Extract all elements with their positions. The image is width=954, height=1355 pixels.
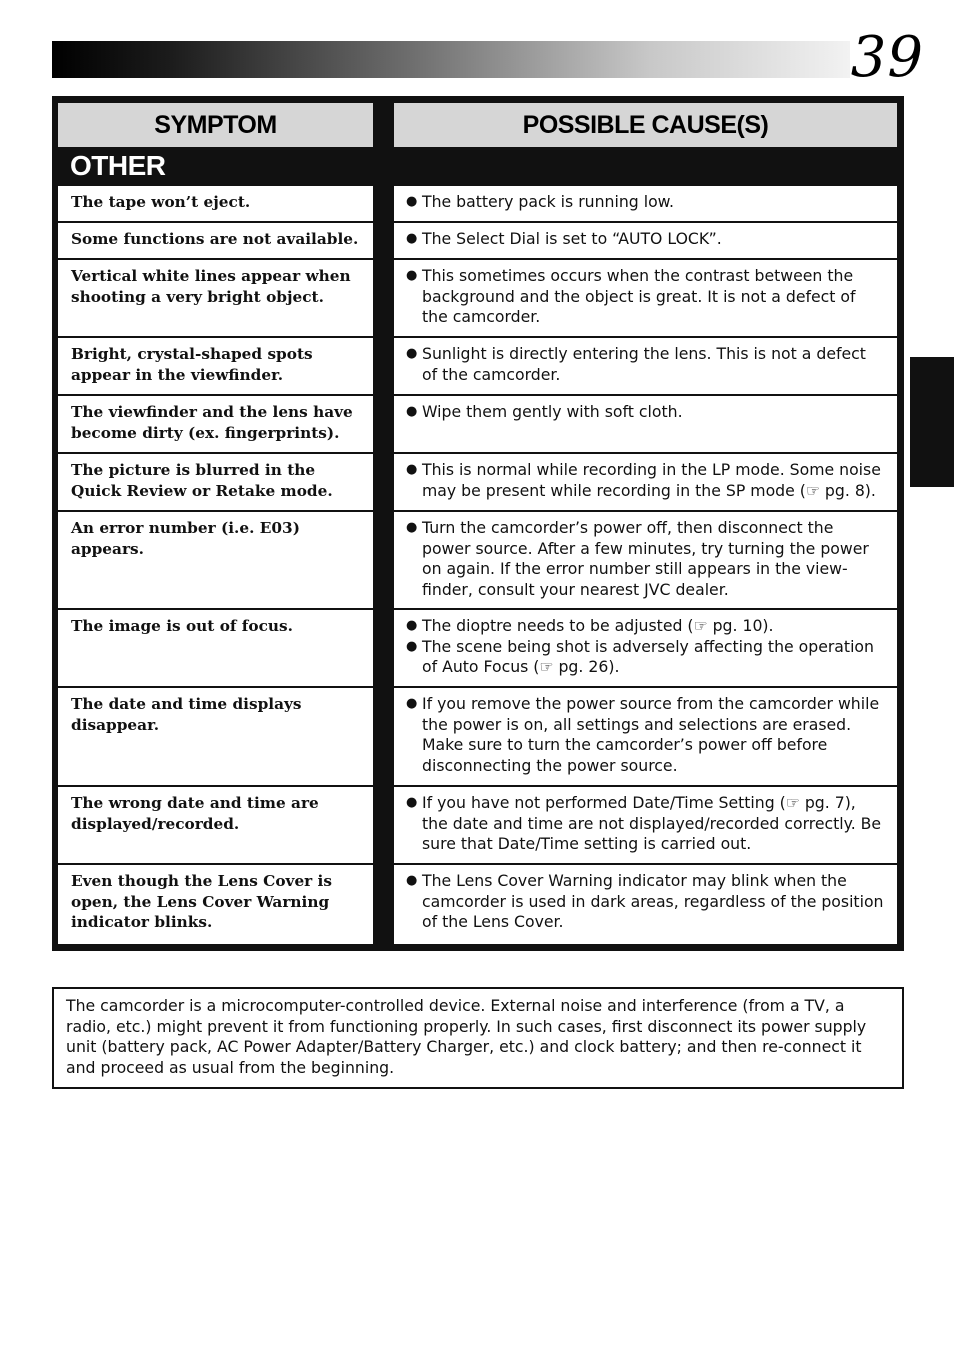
symptom-cell: An error number (i.e. E03) appears. [58, 512, 373, 608]
cause-cell: ● Turn the camcorder’s power off, then disconnect the power source. After a few minutes, try turning the power on again. If the error number still appears in the view-finder, consult your nearest JVC dealer. [394, 512, 897, 608]
section-heading: OTHER [70, 150, 166, 181]
cause-cell: ● Wipe them gently with soft cloth. [394, 396, 897, 452]
table-row [52, 454, 904, 510]
cause-text: The dioptre needs to be adjusted (☞ pg. 10). [422, 616, 774, 635]
symptom-cell: Vertical white lines appear when shooting a very bright object. [58, 260, 373, 336]
cause-text: The scene being shot is adversely affecting the operation of Auto Focus (☞ pg. 26). [422, 636, 874, 676]
symptom-cell: Bright, crystal-shaped spots appear in the viewfinder. [58, 338, 373, 394]
note-box: The camcorder is a microcomputer-controlled device. External noise and interference (from a TV, a radio, etc.) might prevent it from functioning properly. In such cases, first disconnect its power supply unit (battery pack, AC Power Adapter/Battery Charger, etc.) and clock battery; and then re-connect it and proceed as usual from the beginning. [52, 987, 904, 1089]
table-row [52, 186, 904, 221]
cause-cell: ● If you have not performed Date/Time Setting (☞ pg. 7), the date and time are not displayed/recorded correctly. Be sure that Date/Time setting is carried out. [394, 787, 897, 863]
symptom-header: SYMPTOM [58, 103, 373, 147]
table-row [52, 865, 904, 944]
symptom-cell: The tape won’t eject. [58, 186, 373, 221]
table-row [52, 396, 904, 452]
table-row [52, 338, 904, 394]
table-row [52, 610, 904, 686]
cause-cell: ● The battery pack is running low. [394, 186, 897, 221]
cause-cell: ● This sometimes occurs when the contrast between the background and the object is great. It is not a defect of the camcorder. [394, 260, 897, 336]
troubleshooting-table [52, 96, 904, 951]
table-row [52, 512, 904, 608]
symptom-cell: The wrong date and time are displayed/recorded. [58, 787, 373, 863]
cause-text: Wipe them gently with soft cloth. [422, 402, 683, 421]
cause-text: If you have not performed Date/Time Setting (☞ pg. 7), the date and time are not displayed/recorded correctly. Be sure that Date/Time setting is carried out. [422, 793, 882, 853]
cause-cell: ● The Select Dial is set to “AUTO LOCK”. [394, 223, 897, 258]
cause-cell: ● Sunlight is directly entering the lens. This is not a defect of the camcorder. [394, 338, 897, 394]
cause-text: The battery pack is running low. [422, 192, 675, 211]
section-thumb-tab [910, 357, 954, 487]
table-row [52, 260, 904, 336]
cause-cell: ● The Lens Cover Warning indicator may blink when the camcorder is used in dark areas, regardless of the position of the Lens Cover. [394, 865, 897, 944]
symptom-cell: Some functions are not available. [58, 223, 373, 258]
symptom-cell: The picture is blurred in the Quick Review or Retake mode. [58, 454, 373, 510]
table-row [52, 688, 904, 785]
symptom-cell: The image is out of focus. [58, 610, 373, 686]
cause-cell: ● This is normal while recording in the LP mode. Some noise may be present while recording in the SP mode (☞ pg. 8). [394, 454, 897, 510]
table-row [52, 223, 904, 258]
header-gradient-bar [52, 41, 850, 78]
cause-header: POSSIBLE CAUSE(S) [394, 103, 897, 147]
table-row [52, 787, 904, 863]
cause-text: This sometimes occurs when the contrast between the background and the object is great. It is not a defect of the camcorder. [422, 266, 856, 326]
cause-text: If you remove the power source from the camcorder while the power is on, all settings and selections are erased. Make sure to turn the camcorder’s power off before disconnecting the power source. [422, 694, 880, 775]
cause-text: This is normal while recording in the LP mode. Some noise may be present while recording in the SP mode (☞ pg. 8). [422, 460, 881, 500]
cause-cell: ● The dioptre needs to be adjusted (☞ pg. 10). ● The scene being shot is adversely affecting the operation of Auto Focus (☞ pg. 26). [394, 610, 897, 686]
cause-text: Turn the camcorder’s power off, then disconnect the power source. After a few minutes, try turning the power on again. If the error number still appears in the view-finder, consult your nearest JVC dealer. [422, 518, 869, 599]
cause-cell: ● If you remove the power source from the camcorder while the power is on, all settings and selections are erased. Make sure to turn the camcorder’s power off before disconnecting the power source. [394, 688, 897, 785]
cause-text: The Lens Cover Warning indicator may blink when the camcorder is used in dark areas, regardless of the position of the Lens Cover. [422, 871, 884, 931]
page-number: 39 [850, 25, 924, 90]
symptom-cell: The viewfinder and the lens have become dirty (ex. fingerprints). [58, 396, 373, 452]
cause-text: The Select Dial is set to “AUTO LOCK”. [422, 229, 722, 248]
symptom-cell: Even though the Lens Cover is open, the Lens Cover Warning indicator blinks. [58, 865, 373, 944]
symptom-cell: The date and time displays disappear. [58, 688, 373, 785]
cause-text: Sunlight is directly entering the lens. This is not a defect of the camcorder. [422, 344, 866, 384]
